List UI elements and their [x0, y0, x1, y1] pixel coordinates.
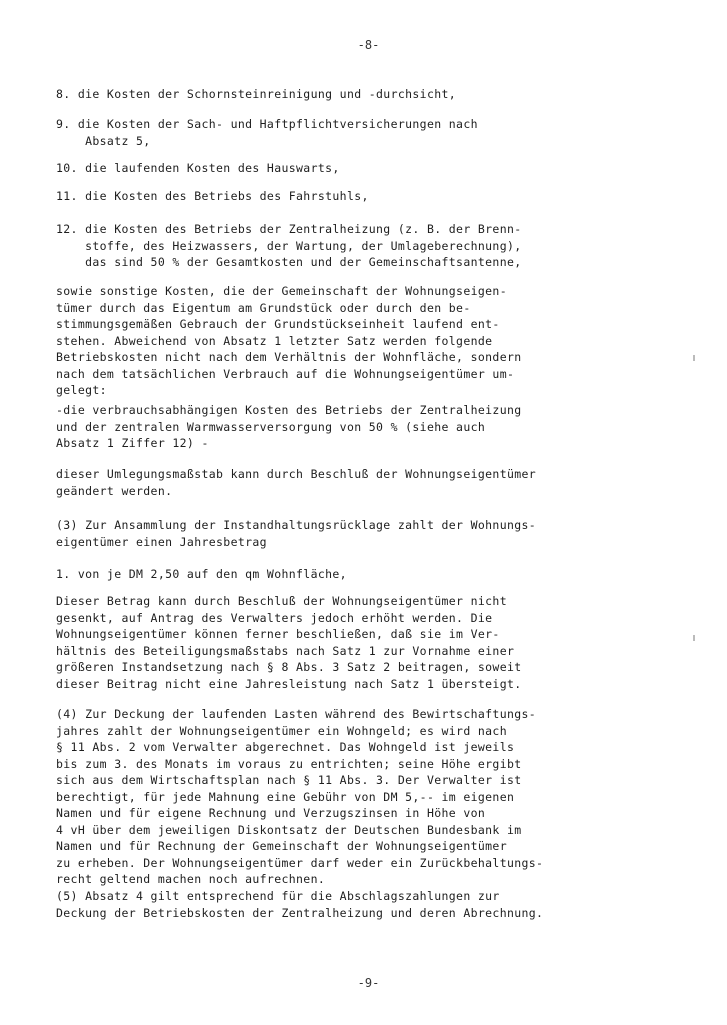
text-line: Absatz 1 Ziffer 12) - [56, 436, 209, 450]
text-line: Betriebskosten nicht nach dem Verhältnis der Wohnfläche, sondern [56, 350, 522, 364]
text-line: sich aus dem Wirtschaftsplan nach § 11 Abs. 3. Der Verwalter ist [56, 773, 522, 787]
list-item-1 [56, 86, 456, 103]
text-line: nach dem tatsächlichen Verbrauch auf die Wohnungseigentümer um- [56, 366, 515, 381]
paragraph-6 [56, 593, 522, 692]
margin-mark [693, 635, 695, 641]
paragraph-4 [56, 517, 536, 550]
text-line: dieser Beitrag nicht eine Jahresleistung nach Satz 1 übersteigt. [56, 676, 522, 691]
paragraph-1 [56, 283, 522, 399]
text-line: Deckung der Betriebskosten der Zentralheizung und deren Abrechnung. [56, 905, 544, 920]
text-line: zu erheben. Der Wohnungseigentümer darf weder ein Zurückbehaltungs- [56, 855, 544, 870]
paragraph-8 [56, 888, 543, 921]
text-line: (4) Zur Deckung der laufenden Lasten während des Bewirtschaftungs- [56, 707, 537, 721]
list-item-5 [56, 221, 522, 271]
text-line: stehen. Abweichend von Absatz 1 letzter Satz werden folgende [56, 333, 493, 348]
text-line: bis zum 3. des Monats im voraus zu entrichten; seine Höhe ergibt [56, 756, 522, 771]
text-line: § 11 Abs. 2 vom Verwalter abgerechnet. Das Wohngeld ist jeweils [56, 740, 515, 754]
text-line: (3) Zur Ansammlung der Instandhaltungsrücklage zahlt der Wohnungs- [56, 518, 537, 532]
paragraph-7 [56, 706, 543, 888]
text-line: geändert werden. [56, 483, 173, 498]
text-line: berechtigt, für jede Mahnung eine Gebühr von DM 5,-- im eigenen [56, 789, 515, 804]
text-line: dieser Umlegungsmaßstab kann durch Beschluß der Wohnungseigentümer [56, 467, 537, 481]
paragraph-2 [56, 402, 522, 452]
text-line: Namen und für eigene Rechnung und Verzugszinsen in Höhe von [56, 806, 486, 820]
text-line: Namen und für Rechnung der Gemeinschaft der Wohnungseigentümer [56, 839, 507, 853]
list-item-3 [56, 160, 340, 177]
text-line: 10. die laufenden Kosten des Hauswarts, [56, 161, 340, 175]
text-line: (5) Absatz 4 gilt entsprechend für die Abschlagszahlungen zur [56, 889, 500, 903]
text-line: 1. von je DM 2,50 auf den qm Wohnfläche, [56, 567, 347, 581]
text-line: 9. die Kosten der Sach- und Haftpflichtversicherungen nach [56, 117, 478, 131]
text-line: das sind 50 % der Gesamtkosten und der Gemeinschaftsantenne, [56, 255, 522, 269]
paragraph-3 [56, 466, 536, 499]
text-line: 4 vH über dem jeweiligen Diskontsatz der Deutschen Bundesbank im [56, 822, 522, 837]
list-item-4 [56, 188, 369, 205]
page-number-bottom: -9- [357, 976, 380, 990]
text-line: größeren Instandsetzung nach § 8 Abs. 3 Satz 2 beitragen, soweit [56, 660, 522, 674]
text-line: stimmungsgemäßen Gebrauch der Grundstückseinheit laufend ent- [56, 317, 500, 331]
text-line: 11. die Kosten des Betriebs des Fahrstuhls, [56, 189, 369, 203]
text-line: -die verbrauchsabhängigen Kosten des Betriebs der Zentralheizung [56, 403, 522, 417]
text-line: recht geltend machen noch aufrechnen. [56, 872, 326, 886]
text-line: 8. die Kosten der Schornsteinreinigung und -durchsicht, [56, 87, 457, 101]
text-line: gesenkt, auf Antrag des Verwalters jedoch erhöht werden. Die [56, 610, 493, 625]
text-line: tümer durch das Eigentum am Grundstück oder durch den be- [56, 300, 471, 315]
text-line: eigentümer einen Jahresbetrag [56, 534, 267, 549]
text-line: stoffe, des Heizwassers, der Wartung, der Umlageberechnung), [56, 238, 522, 253]
paragraph-5 [56, 566, 347, 583]
text-line: hältnis des Beteiligungsmaßstabs nach Satz 1 zur Vornahme einer [56, 643, 515, 658]
text-line: und der zentralen Warmwasserversorgung von 50 % (siehe auch [56, 419, 486, 434]
text-line: Dieser Betrag kann durch Beschluß der Wohnungseigentümer nicht [56, 594, 507, 608]
text-line: Wohnungseigentümer können ferner beschließen, daß sie im Ver- [56, 627, 500, 641]
text-line: gelegt: [56, 383, 107, 397]
text-line: 12. die Kosten des Betriebs der Zentralheizung (z. B. der Brenn- [56, 222, 522, 236]
text-line: Absatz 5, [56, 133, 151, 148]
page-number-top: -8- [357, 38, 380, 52]
margin-mark [693, 355, 695, 361]
text-line: jahres zahlt der Wohnungseigentümer ein Wohngeld; es wird nach [56, 723, 507, 738]
text-line: sowie sonstige Kosten, die der Gemeinschaft der Wohnungseigen- [56, 284, 507, 298]
list-item-2 [56, 116, 478, 149]
